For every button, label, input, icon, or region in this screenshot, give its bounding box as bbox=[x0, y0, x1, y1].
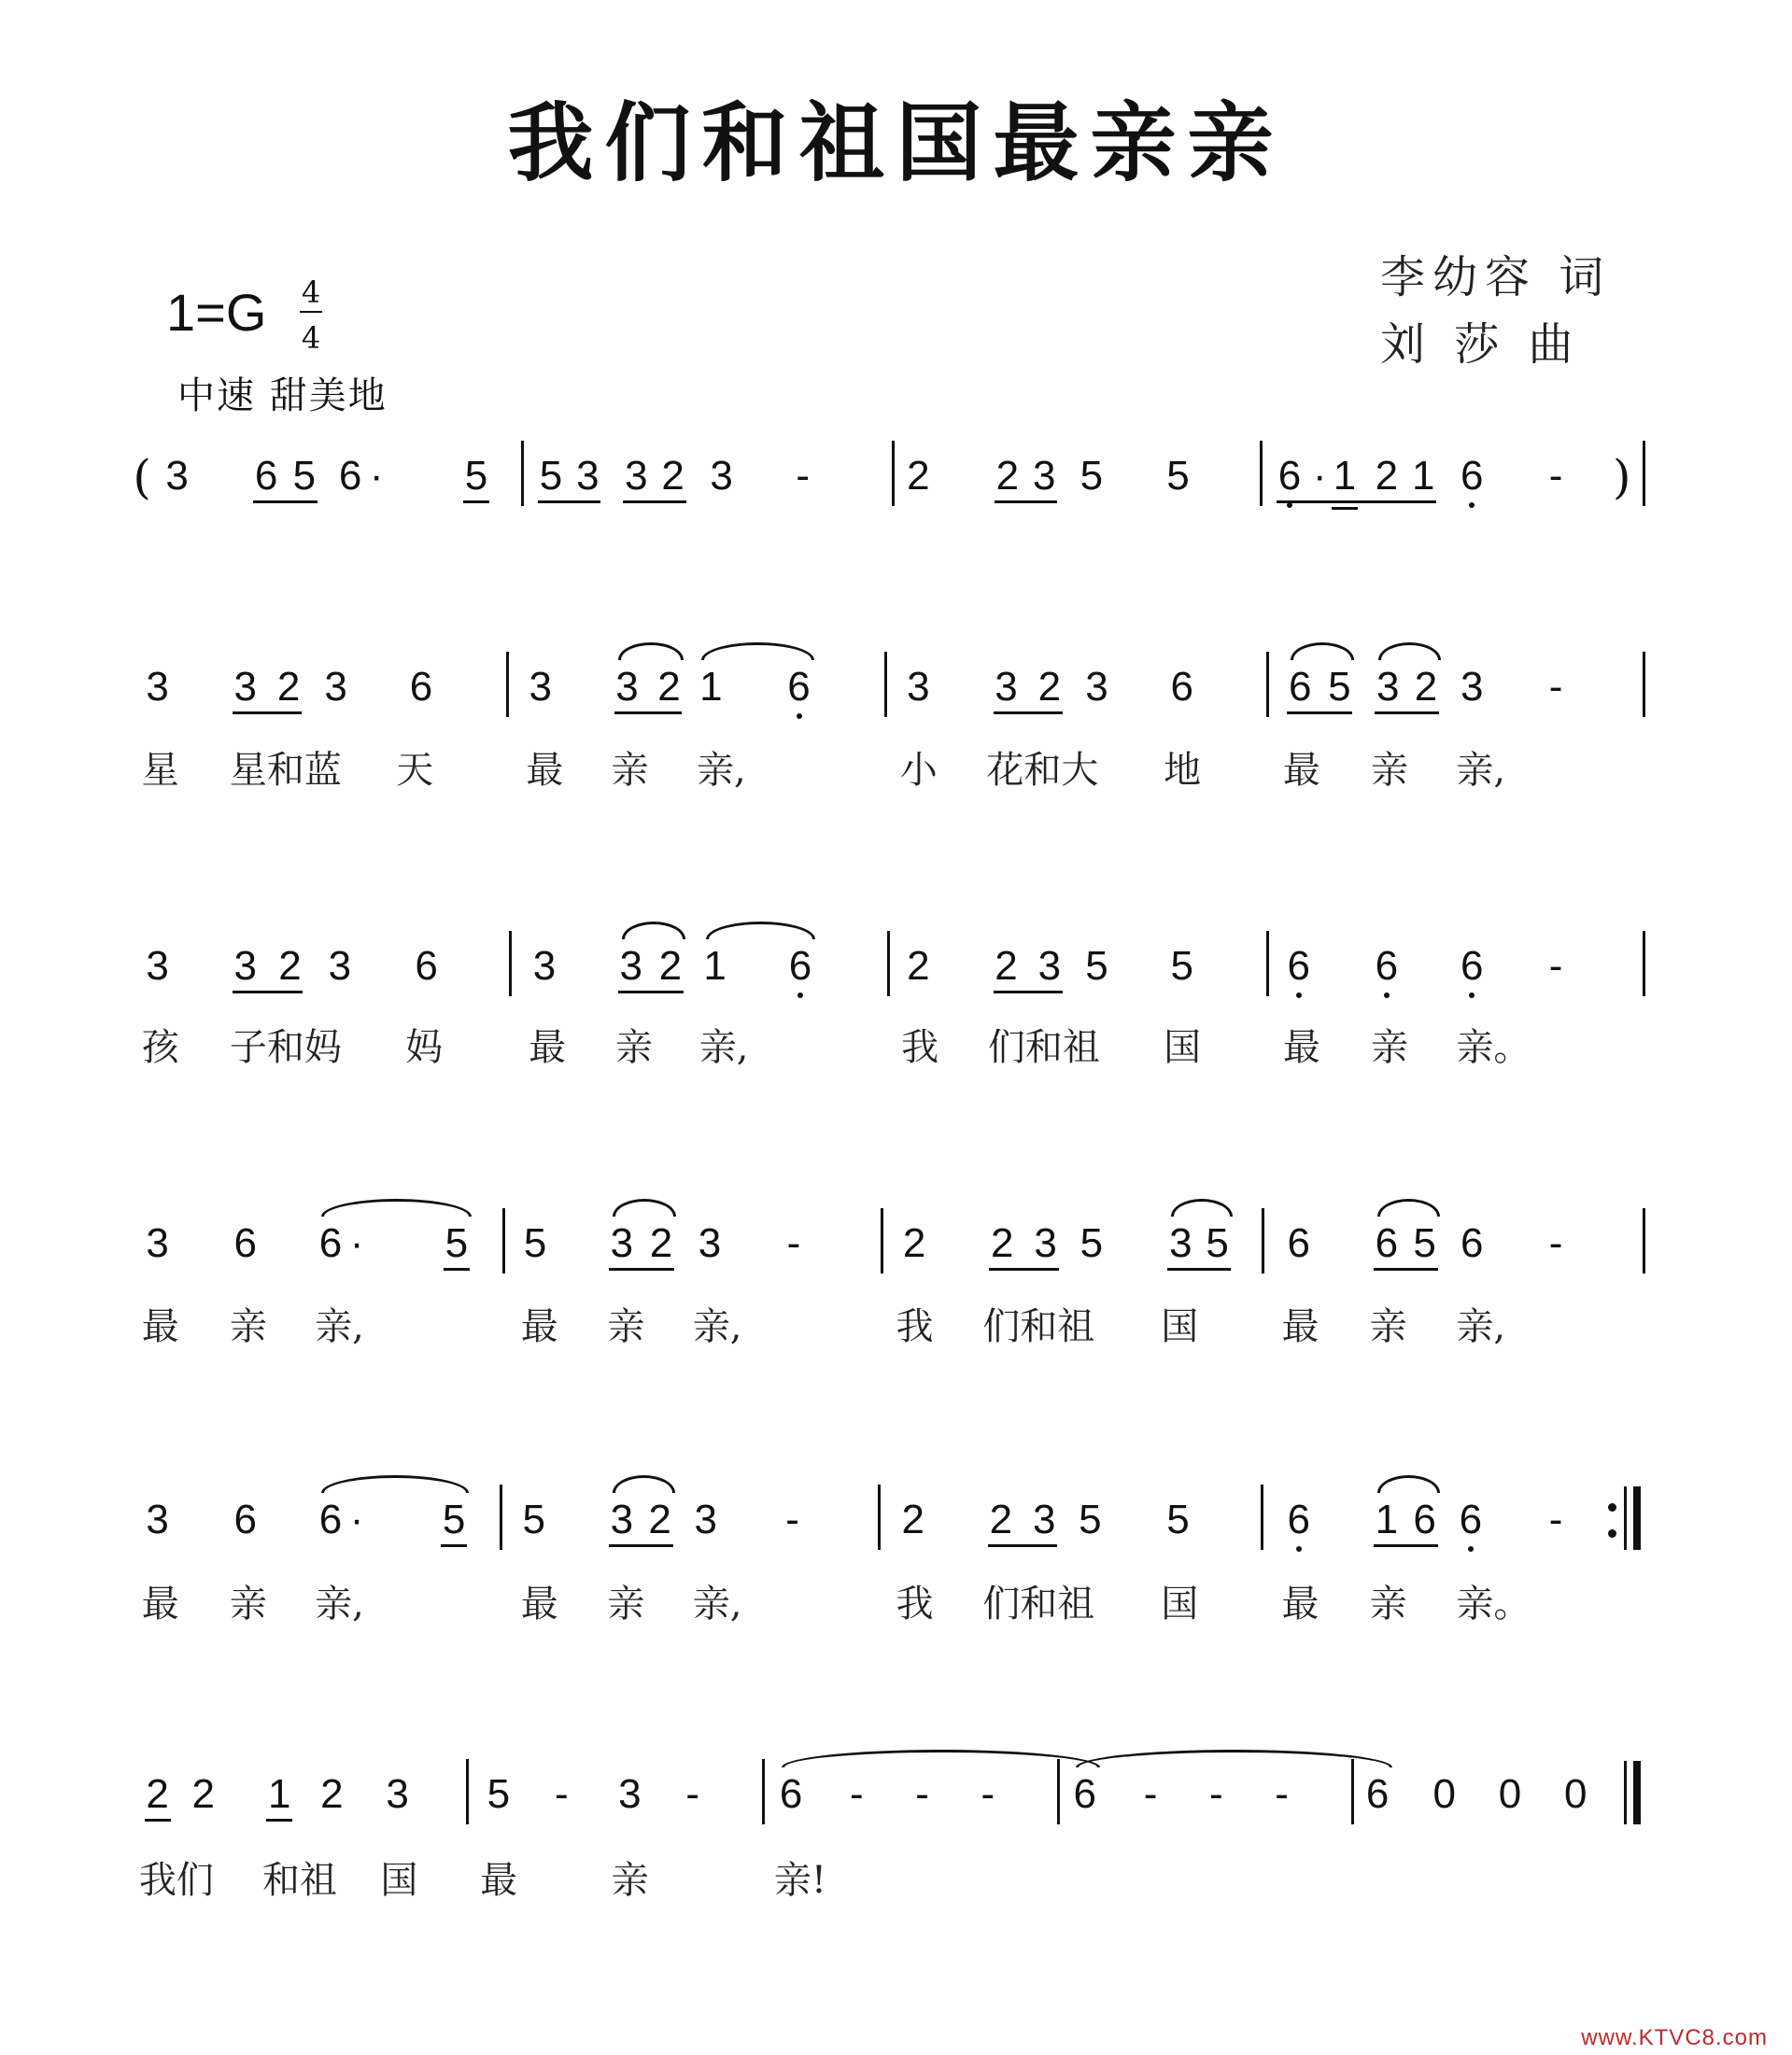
note-hold: - bbox=[796, 453, 811, 499]
note: 6 bbox=[1073, 1771, 1097, 1817]
time-signature-bottom: 4 bbox=[301, 320, 321, 356]
lyric-syllable: 亲, bbox=[1456, 1305, 1506, 1348]
beam-underline bbox=[995, 500, 1057, 503]
lyric-syllable: 亲, bbox=[1456, 749, 1506, 792]
key-signature: 1=G bbox=[166, 283, 267, 342]
beam-underline bbox=[1277, 500, 1436, 503]
note: 3 bbox=[1034, 1220, 1057, 1266]
lyric-syllable: 和祖 bbox=[261, 1859, 337, 1902]
slur-tie bbox=[1377, 1199, 1440, 1217]
beam-underline bbox=[1374, 1544, 1438, 1547]
beam-underline bbox=[618, 991, 684, 993]
note: 2 bbox=[320, 1771, 344, 1817]
note: 2 bbox=[995, 943, 1018, 989]
lyric-syllable: 亲 bbox=[1371, 749, 1409, 792]
note-dot: · bbox=[349, 1497, 364, 1542]
note: 6 bbox=[1365, 1771, 1390, 1817]
bar-line bbox=[1266, 652, 1269, 717]
bar-line bbox=[1643, 931, 1645, 996]
lyric-syllable: 亲 bbox=[229, 1305, 267, 1348]
note: 3 bbox=[995, 664, 1018, 710]
beam-underline bbox=[994, 991, 1063, 993]
lyric-syllable: 亲, bbox=[315, 1583, 364, 1626]
lyric-syllable: 亲 bbox=[1371, 1026, 1409, 1069]
bar-line bbox=[892, 441, 895, 506]
note-hold: - bbox=[1548, 664, 1563, 710]
note: 5 bbox=[1079, 453, 1104, 499]
note: 3 bbox=[233, 943, 257, 989]
lyric-syllable: 亲 bbox=[607, 1305, 645, 1348]
lyric-syllable: 亲 bbox=[611, 749, 649, 792]
bar-line bbox=[509, 931, 512, 996]
note-dot: · bbox=[349, 1220, 364, 1266]
note: 5 bbox=[1206, 1220, 1229, 1266]
bar-line bbox=[521, 441, 524, 506]
note: 2 bbox=[658, 943, 683, 989]
note: 2 bbox=[146, 1771, 169, 1817]
lyric-syllable: 星和蓝 bbox=[229, 749, 342, 792]
note: 2 bbox=[995, 453, 1020, 499]
final-bar-thick bbox=[1633, 1761, 1641, 1824]
slur-tie bbox=[321, 1199, 472, 1217]
beam-underline bbox=[609, 1544, 673, 1547]
note: 3 bbox=[694, 1497, 718, 1542]
note: 5 bbox=[1166, 453, 1190, 499]
lyric-syllable: 孩 bbox=[141, 1026, 179, 1069]
note: 3 bbox=[619, 943, 642, 989]
beam-underline bbox=[989, 1268, 1058, 1271]
repeat-paren: ( bbox=[133, 450, 151, 504]
note-hold: - bbox=[554, 1771, 569, 1817]
lyric-syllable: 最 bbox=[141, 1583, 179, 1626]
note: 5 bbox=[1085, 943, 1108, 989]
slur-tie bbox=[1171, 1199, 1232, 1217]
final-bar-thin bbox=[1624, 1761, 1627, 1824]
note-hold: - bbox=[1548, 943, 1563, 989]
note: 2 bbox=[278, 943, 302, 989]
tempo-marking: 中速 甜美地 bbox=[177, 374, 388, 417]
note: 2 bbox=[902, 1220, 926, 1266]
note: 3 bbox=[576, 453, 600, 499]
note: 1 bbox=[703, 943, 727, 989]
slur-tie bbox=[613, 1475, 675, 1493]
beam-underline bbox=[609, 1268, 674, 1271]
lyric-syllable: 国 bbox=[1161, 1305, 1199, 1348]
note-hold: - bbox=[1548, 453, 1563, 499]
repeat-bar-thick bbox=[1633, 1486, 1641, 1550]
note: 1 bbox=[1411, 453, 1435, 499]
repeat-bar-thin bbox=[1624, 1486, 1627, 1550]
slur-tie bbox=[622, 922, 685, 939]
note: 5 bbox=[1413, 1220, 1436, 1266]
lyric-syllable: 国 bbox=[1164, 1026, 1202, 1069]
note: 6 bbox=[1413, 1497, 1436, 1542]
lyric-syllable: 我 bbox=[896, 1583, 934, 1626]
lyric-syllable: 子和妈 bbox=[229, 1026, 342, 1069]
lyric-syllable: 亲, bbox=[315, 1305, 364, 1348]
note: 3 bbox=[146, 1497, 169, 1542]
lyric-syllable: 最 bbox=[1281, 1305, 1319, 1348]
note: 5 bbox=[444, 1220, 469, 1266]
repeat-dot bbox=[1608, 1529, 1616, 1538]
lyric-syllable: 亲 bbox=[614, 1026, 653, 1069]
slur-tie bbox=[321, 1475, 469, 1493]
note: 2 bbox=[907, 453, 930, 499]
note-hold: - bbox=[850, 1771, 864, 1817]
bar-line bbox=[466, 1759, 469, 1824]
note: 3 bbox=[618, 1771, 642, 1817]
note-hold: - bbox=[1143, 1771, 1158, 1817]
note: 6 bbox=[318, 1497, 343, 1542]
note-hold: - bbox=[785, 1497, 799, 1542]
lyricist-credit: 李幼容 词 bbox=[1380, 251, 1612, 303]
note: 5 bbox=[292, 453, 317, 499]
bar-line bbox=[1057, 1759, 1060, 1824]
note: 6 bbox=[1375, 1220, 1399, 1266]
note: 6 bbox=[1458, 454, 1486, 499]
lyric-syllable: 亲! bbox=[773, 1859, 826, 1902]
note: 3 bbox=[328, 943, 352, 989]
note: 3 bbox=[610, 1220, 634, 1266]
lyric-syllable: 亲 bbox=[229, 1583, 267, 1626]
note: 6 bbox=[1285, 1498, 1313, 1542]
lyric-syllable: 们和祖 bbox=[987, 1026, 1100, 1069]
bar-line bbox=[506, 652, 509, 717]
note: 3 bbox=[532, 943, 557, 989]
note: 3 bbox=[625, 453, 648, 499]
note: 3 bbox=[165, 453, 189, 499]
lyric-syllable: 我 bbox=[901, 1026, 939, 1069]
lyric-syllable: 我们 bbox=[138, 1859, 214, 1902]
lyric-syllable: 亲 bbox=[611, 1859, 649, 1902]
note: 2 bbox=[1414, 664, 1438, 710]
note: 3 bbox=[386, 1771, 409, 1817]
note: 2 bbox=[661, 453, 684, 499]
time-signature-line bbox=[300, 311, 322, 313]
slur-tie bbox=[1291, 642, 1354, 660]
beam-underline bbox=[538, 500, 600, 503]
note: 2 bbox=[1375, 453, 1399, 499]
note: 2 bbox=[901, 1497, 924, 1542]
lyric-syllable: 最 bbox=[1281, 1583, 1319, 1626]
note: 3 bbox=[1376, 664, 1400, 710]
beam-underline bbox=[233, 991, 303, 993]
note: 3 bbox=[1085, 664, 1108, 710]
note-hold: - bbox=[1548, 1220, 1563, 1266]
lyric-syllable: 们和祖 bbox=[982, 1305, 1095, 1348]
bar-line bbox=[1266, 931, 1269, 996]
bar-line bbox=[881, 1208, 883, 1274]
beam-underline bbox=[614, 711, 683, 714]
slur-tie bbox=[618, 642, 684, 660]
lyric-syllable: 最 bbox=[1282, 1026, 1320, 1069]
lyric-syllable: 最 bbox=[520, 1583, 558, 1626]
beam-underline bbox=[988, 1544, 1057, 1547]
note: 5 bbox=[523, 1220, 547, 1266]
note: 3 bbox=[146, 1220, 169, 1266]
note-hold: - bbox=[1208, 1771, 1223, 1817]
beam-underline bbox=[441, 1544, 467, 1547]
note: 6 bbox=[233, 1220, 257, 1266]
beam-underline bbox=[233, 711, 302, 714]
note: 6 bbox=[1287, 1220, 1311, 1266]
slur-tie bbox=[1076, 1750, 1392, 1767]
note: 5 bbox=[522, 1497, 545, 1542]
note: 6 bbox=[1288, 664, 1312, 710]
beam-underline bbox=[994, 711, 1063, 714]
note-hold: - bbox=[981, 1771, 995, 1817]
slur-tie bbox=[1377, 1475, 1440, 1493]
lyric-syllable: 我 bbox=[896, 1305, 934, 1348]
lyric-syllable: 亲 bbox=[607, 1583, 645, 1626]
note: 6 bbox=[1458, 944, 1486, 989]
note: 6 bbox=[1170, 664, 1193, 710]
note: 6 bbox=[415, 943, 438, 989]
lyric-syllable: 最 bbox=[526, 749, 564, 792]
note: 1 bbox=[1333, 453, 1357, 499]
note: 6 bbox=[779, 1771, 803, 1817]
note-hold: - bbox=[786, 1220, 801, 1266]
note: 1 bbox=[699, 664, 723, 710]
lyric-syllable: 亲, bbox=[692, 1583, 742, 1626]
note: 6 bbox=[1285, 944, 1313, 989]
beam-underline bbox=[266, 1819, 292, 1822]
note: 2 bbox=[989, 1497, 1013, 1542]
note: 6 bbox=[409, 664, 433, 710]
bar-line bbox=[884, 652, 887, 717]
note: 3 bbox=[233, 664, 257, 710]
bar-line bbox=[1643, 441, 1645, 506]
lyric-syllable: 妈 bbox=[405, 1026, 444, 1069]
lyric-syllable: 最 bbox=[1282, 749, 1320, 792]
note: 6 bbox=[1457, 1498, 1485, 1542]
bar-line bbox=[1261, 1485, 1263, 1550]
note-hold: - bbox=[1275, 1771, 1289, 1817]
lyric-syllable: 小 bbox=[899, 749, 938, 792]
note-hold: - bbox=[1548, 1497, 1563, 1542]
bar-line bbox=[1643, 1208, 1645, 1274]
slur-tie bbox=[701, 642, 813, 660]
time-signature-top: 4 bbox=[301, 274, 321, 310]
note: 6 bbox=[1373, 944, 1401, 989]
slur-tie bbox=[782, 1750, 1100, 1767]
beam-underline bbox=[145, 1819, 171, 1822]
lyric-syllable: 们和祖 bbox=[982, 1583, 1095, 1626]
bar-line bbox=[1351, 1759, 1354, 1824]
bar-line bbox=[1262, 1208, 1264, 1274]
repeat-dot bbox=[1608, 1503, 1616, 1512]
note: 3 bbox=[1460, 664, 1484, 710]
note: 2 bbox=[657, 664, 681, 710]
note: 5 bbox=[1079, 1497, 1102, 1542]
beam-underline bbox=[623, 500, 685, 503]
lyric-syllable: 亲, bbox=[692, 1305, 742, 1348]
beam-underline-double bbox=[1332, 507, 1358, 510]
bar-line bbox=[502, 1208, 505, 1274]
note: 3 bbox=[710, 453, 733, 499]
bar-line bbox=[1260, 441, 1263, 506]
lyric-syllable: 最 bbox=[480, 1859, 518, 1902]
note-hold: - bbox=[915, 1771, 929, 1817]
note-dot: · bbox=[369, 453, 384, 499]
beam-underline bbox=[253, 500, 317, 503]
beam-underline bbox=[1375, 711, 1439, 714]
note: 0 bbox=[1432, 1771, 1456, 1817]
lyric-syllable: 亲。 bbox=[1456, 1026, 1531, 1069]
beam-underline bbox=[444, 1268, 470, 1271]
note: 3 bbox=[324, 664, 347, 710]
song-title: 我们和祖国最亲亲 bbox=[507, 92, 1285, 193]
beam-underline bbox=[463, 500, 489, 503]
note: 5 bbox=[487, 1771, 511, 1817]
note: 2 bbox=[1037, 664, 1062, 710]
bar-line bbox=[762, 1759, 765, 1824]
note: 3 bbox=[146, 664, 169, 710]
note: 3 bbox=[1032, 453, 1056, 499]
beam-underline bbox=[1287, 711, 1352, 714]
beam-underline bbox=[1374, 1268, 1438, 1271]
lyric-syllable: 花和大 bbox=[986, 749, 1099, 792]
watermark-text: www.KTVC8.com bbox=[1581, 2025, 1768, 2050]
note: 6 bbox=[233, 1497, 257, 1542]
slur-tie bbox=[613, 1199, 676, 1217]
lyric-syllable: 最 bbox=[141, 1305, 179, 1348]
note: 5 bbox=[464, 453, 488, 499]
lyric-syllable: 亲 bbox=[1369, 1583, 1407, 1626]
note: 6 bbox=[1460, 1220, 1484, 1266]
note: 5 bbox=[539, 453, 563, 499]
lyric-syllable: 亲 bbox=[1369, 1305, 1407, 1348]
bar-line bbox=[887, 931, 890, 996]
note: 3 bbox=[615, 664, 639, 710]
note: 6 bbox=[254, 453, 278, 499]
repeat-paren: ) bbox=[1612, 450, 1631, 504]
composer-credit: 刘 莎 曲 bbox=[1380, 318, 1581, 371]
note-hold: - bbox=[685, 1771, 700, 1817]
note: 1 bbox=[267, 1771, 291, 1817]
beam-underline bbox=[1167, 1268, 1230, 1271]
note: 6 bbox=[786, 944, 814, 989]
note: 2 bbox=[276, 664, 301, 710]
note: 6 bbox=[1276, 454, 1304, 499]
note: 5 bbox=[1166, 1497, 1190, 1542]
lyric-syllable: 亲。 bbox=[1456, 1583, 1531, 1626]
note: 3 bbox=[698, 1220, 722, 1266]
note: 5 bbox=[1079, 1220, 1104, 1266]
slur-tie bbox=[706, 922, 815, 939]
lyric-syllable: 最 bbox=[529, 1026, 567, 1069]
note: 3 bbox=[146, 943, 169, 989]
note: 2 bbox=[907, 943, 930, 989]
note: 6 bbox=[785, 665, 813, 710]
lyric-syllable: 国 bbox=[1161, 1583, 1199, 1626]
slur-tie bbox=[1378, 642, 1441, 660]
bar-line bbox=[1643, 652, 1645, 717]
bar-line bbox=[500, 1485, 502, 1550]
note: 0 bbox=[1563, 1771, 1587, 1817]
note: 2 bbox=[649, 1220, 673, 1266]
note: 2 bbox=[648, 1497, 671, 1542]
note: 5 bbox=[442, 1497, 466, 1542]
lyric-syllable: 星 bbox=[141, 749, 179, 792]
lyric-syllable: 地 bbox=[1164, 749, 1202, 792]
note: 6 bbox=[318, 1220, 343, 1266]
note: 0 bbox=[1498, 1771, 1522, 1817]
lyric-syllable: 亲, bbox=[698, 1026, 749, 1069]
note: 2 bbox=[191, 1771, 215, 1817]
bar-line bbox=[878, 1485, 881, 1550]
lyric-syllable: 亲, bbox=[696, 749, 746, 792]
lyric-syllable: 国 bbox=[380, 1859, 418, 1902]
note: 3 bbox=[529, 664, 553, 710]
note: 5 bbox=[1328, 664, 1351, 710]
note: 2 bbox=[991, 1220, 1014, 1266]
note: 6 bbox=[338, 453, 362, 499]
note: 1 bbox=[1375, 1497, 1399, 1542]
note: 3 bbox=[1169, 1220, 1192, 1266]
note: 3 bbox=[1037, 943, 1062, 989]
lyric-syllable: 最 bbox=[520, 1305, 558, 1348]
lyric-syllable: 天 bbox=[396, 749, 434, 792]
note: 3 bbox=[907, 664, 930, 710]
note: 5 bbox=[1170, 943, 1193, 989]
note: 3 bbox=[610, 1497, 634, 1542]
note-dot: · bbox=[1312, 453, 1327, 499]
note: 3 bbox=[1032, 1497, 1056, 1542]
